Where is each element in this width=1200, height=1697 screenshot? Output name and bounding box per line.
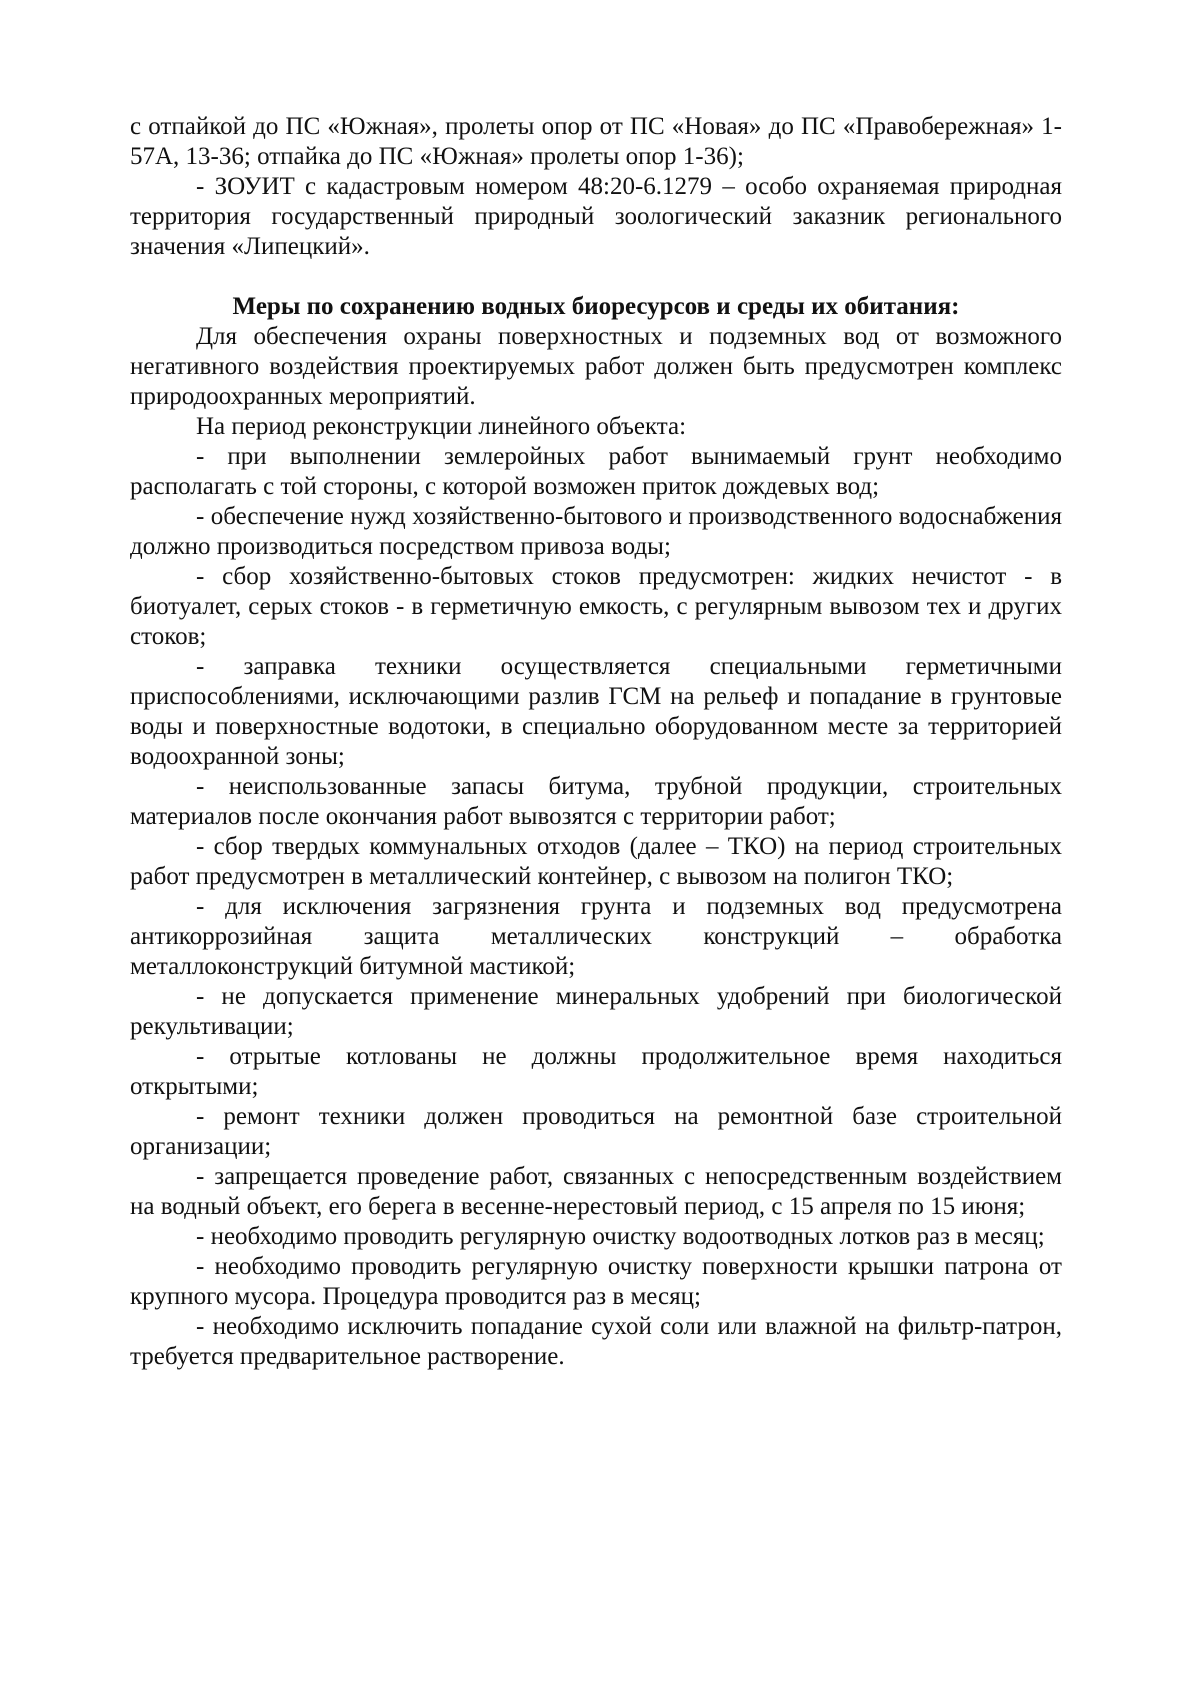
list-item: - отрытые котлованы не должны продолжительное время находиться открытыми; — [130, 1043, 1062, 1100]
list-item: - необходимо проводить регулярную очистку поверхности крышки патрона от крупного мусора. Процедура проводится раз в месяц; — [130, 1253, 1062, 1310]
paragraph-continuation: с отпайкой до ПС «Южная», пролеты опор от ПС «Новая» до ПС «Правобережная» 1-57А, 13-36; отпайка до ПС «Южная» пролеты опор 1-36); — [130, 113, 1062, 170]
list-item: - не допускается применение минеральных удобрений при биологической рекультивации; — [130, 983, 1062, 1040]
list-item: - при выполнении землеройных работ вынимаемый грунт необходимо располагать с той стороны, с которой возможен приток дождевых вод; — [130, 443, 1062, 500]
paragraph-period: На период реконструкции линейного объекта: — [196, 413, 687, 440]
paragraph-zouit: - ЗОУИТ с кадастровым номером 48:20-6.1279 – особо охраняемая природная территория государственный природный зоологический заказник регионального значения «Липецкий». — [130, 173, 1062, 260]
list-item: - сбор твердых коммунальных отходов (далее – ТКО) на период строительных работ предусмотрен в металлический контейнер, с вывозом на полигон ТКО; — [130, 833, 1062, 890]
list-item: - ремонт техники должен проводиться на ремонтной базе строительной организации; — [130, 1103, 1062, 1160]
document-page — [130, 112, 1062, 1372]
list-item: - для исключения загрязнения грунта и подземных вод предусмотрена антикоррозийная защита металлических конструкций – обработка металлоконструкций битумной мастикой; — [130, 893, 1062, 980]
list-item: - неиспользованные запасы битума, трубной продукции, строительных материалов после окончания работ вывозятся с территории работ; — [130, 773, 1062, 830]
section-heading: Меры по сохранению водных биоресурсов и среды их обитания: — [232, 293, 960, 320]
list-item: - заправка техники осуществляется специальными герметичными приспособлениями, исключающими разлив ГСМ на рельеф и попадание в грунтовые воды и поверхностные водотоки, в специально оборудованном месте за территорией водоохранной зоны; — [130, 653, 1062, 770]
list-item: - запрещается проведение работ, связанных с непосредственным воздействием на водный объект, его берега в весенне-нерестовый период, с 15 апреля по 15 июня; — [130, 1163, 1062, 1220]
list-item: - необходимо исключить попадание сухой соли или влажной на фильтр-патрон, требуется предварительное растворение. — [130, 1313, 1062, 1370]
list-item: - сбор хозяйственно-бытовых стоков предусмотрен: жидких нечистот - в биотуалет, серых стоков - в герметичную емкость, с регулярным вывозом тех и других стоков; — [130, 563, 1062, 650]
paragraph-intro: Для обеспечения охраны поверхностных и подземных вод от возможного негативного воздействия проектируемых работ должен быть предусмотрен комплекс природоохранных мероприятий. — [130, 323, 1062, 410]
list-item: - обеспечение нужд хозяйственно-бытового и производственного водоснабжения должно производиться посредством привоза воды; — [130, 503, 1062, 560]
list-item: - необходимо проводить регулярную очистку водоотводных лотков раз в месяц; — [196, 1223, 1045, 1250]
